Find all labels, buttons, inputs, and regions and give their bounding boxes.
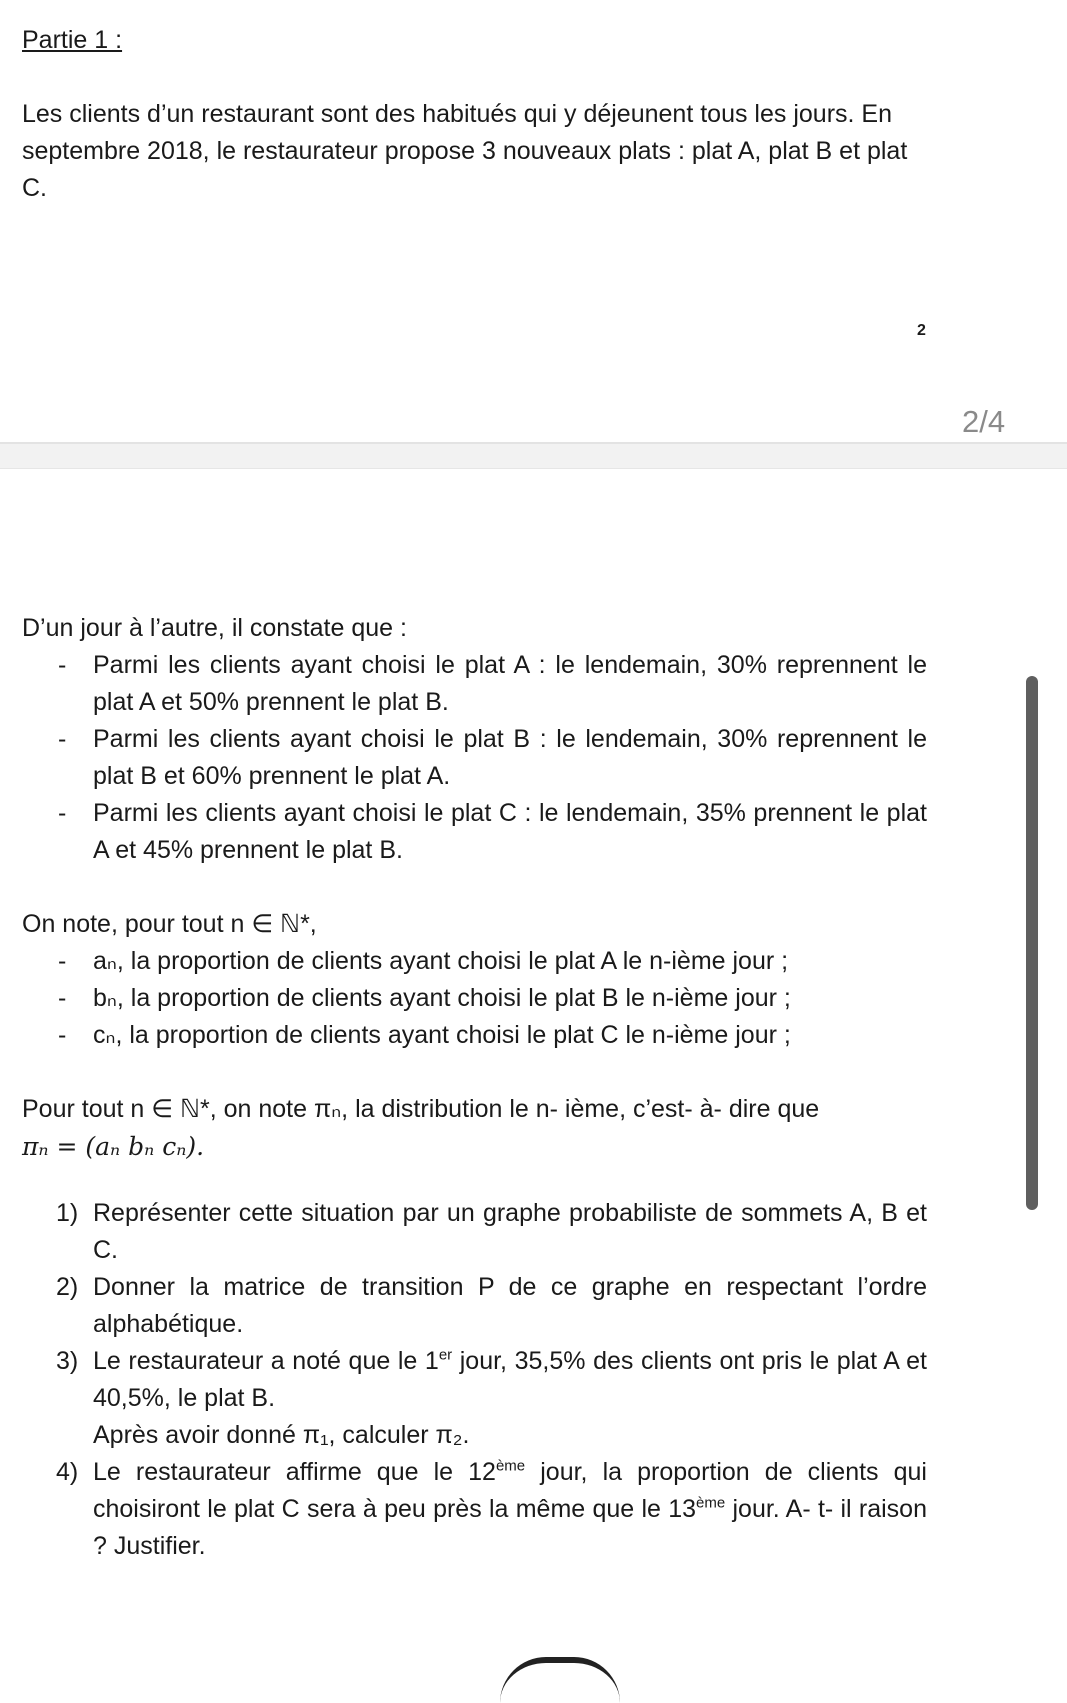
observation-item: - Parmi les clients ayant choisi le plat A : le lendemain, 30% reprennent le plat A et 50% prennent le plat B. — [22, 647, 927, 721]
page-indicator: 2/4 — [962, 404, 1006, 439]
question-text: jour, la proportion de clients qui choisiront le plat C sera à peu près la même que le 13 — [93, 1458, 927, 1523]
definition-list — [22, 943, 927, 1054]
page-2-content — [22, 610, 927, 1565]
distribution-formula: πₙ = (aₙ bₙ cₙ). — [22, 1132, 205, 1161]
distribution-definition: Pour tout n ∈ ℕ*, on note πₙ, la distribution le n- ième, c’est- à- dire que — [22, 1095, 820, 1123]
definition-symbol: cₙ — [93, 1021, 116, 1049]
observation-item: - Parmi les clients ayant choisi le plat C : le lendemain, 35% prennent le plat A et 45% prennent le plat B. — [22, 795, 927, 869]
definition-item — [22, 943, 927, 980]
definition-item — [22, 1017, 927, 1054]
intro-paragraph: Les clients d’un restaurant sont des habitués qui y déjeunent tous les jours. En septembre 2018, le restaurateur propose 3 nouveaux plats : plat A, plat B et plat C. — [22, 100, 908, 202]
question-item — [22, 1343, 927, 1454]
definition-text: , la proportion de clients ayant choisi le plat B le n-ième jour ; — [116, 984, 791, 1012]
question-number: 3) — [56, 1347, 79, 1375]
definition-symbol: aₙ — [93, 947, 117, 975]
page-separator — [0, 468, 1067, 469]
question-text: Représenter cette situation par un graphe probabiliste de sommets A, B et C. — [93, 1199, 927, 1264]
ordinal-suffix: ème — [696, 1494, 726, 1512]
question-text: Le restaurateur a noté que le 1 — [93, 1347, 439, 1375]
ordinal-suffix: er — [438, 1346, 453, 1364]
question-item — [22, 1454, 927, 1565]
observation-list — [22, 647, 927, 869]
observation-intro: D’un jour à l’autre, il constate que : — [22, 614, 407, 642]
home-indicator — [500, 1657, 620, 1703]
definition-item — [22, 980, 927, 1017]
question-item — [22, 1269, 927, 1343]
question-list — [22, 1195, 927, 1565]
page-1-bottom — [0, 0, 1067, 442]
definition-text: , la proportion de clients ayant choisi le plat A le n-ième jour ; — [116, 947, 789, 975]
question-item — [22, 1195, 927, 1269]
page-footer-number: 2 — [917, 322, 926, 339]
question-number: 1) — [56, 1199, 79, 1227]
question-text: Le restaurateur affirme que le 12 — [93, 1458, 496, 1486]
question-text: jour, 35,5% des clients ont pris le plat A et 40,5%, le plat B. — [93, 1347, 927, 1412]
definition-text: , la proportion de clients ayant choisi le plat C le n-ième jour ; — [115, 1021, 791, 1049]
section-heading: Partie 1 : — [22, 26, 123, 54]
question-number: 4) — [56, 1458, 79, 1486]
notation-intro: On note, pour tout n ∈ ℕ*, — [22, 910, 317, 938]
question-subtext: Après avoir donné π₁, calculer π₂. — [93, 1421, 470, 1449]
question-text: Donner la matrice de transition P de ce graphe en respectant l’ordre alphabétique. — [93, 1273, 927, 1338]
question-text: jour. A- t- il raison ? Justifier. — [93, 1495, 927, 1560]
page-gap — [0, 444, 1067, 468]
question-number: 2) — [56, 1273, 79, 1301]
ordinal-suffix: ème — [495, 1457, 526, 1475]
definition-symbol: bₙ — [93, 984, 117, 1012]
scrollbar-thumb[interactable] — [1026, 676, 1038, 1210]
observation-item: - Parmi les clients ayant choisi le plat B : le lendemain, 30% reprennent le plat B et 60% prennent le plat A. — [22, 721, 927, 795]
